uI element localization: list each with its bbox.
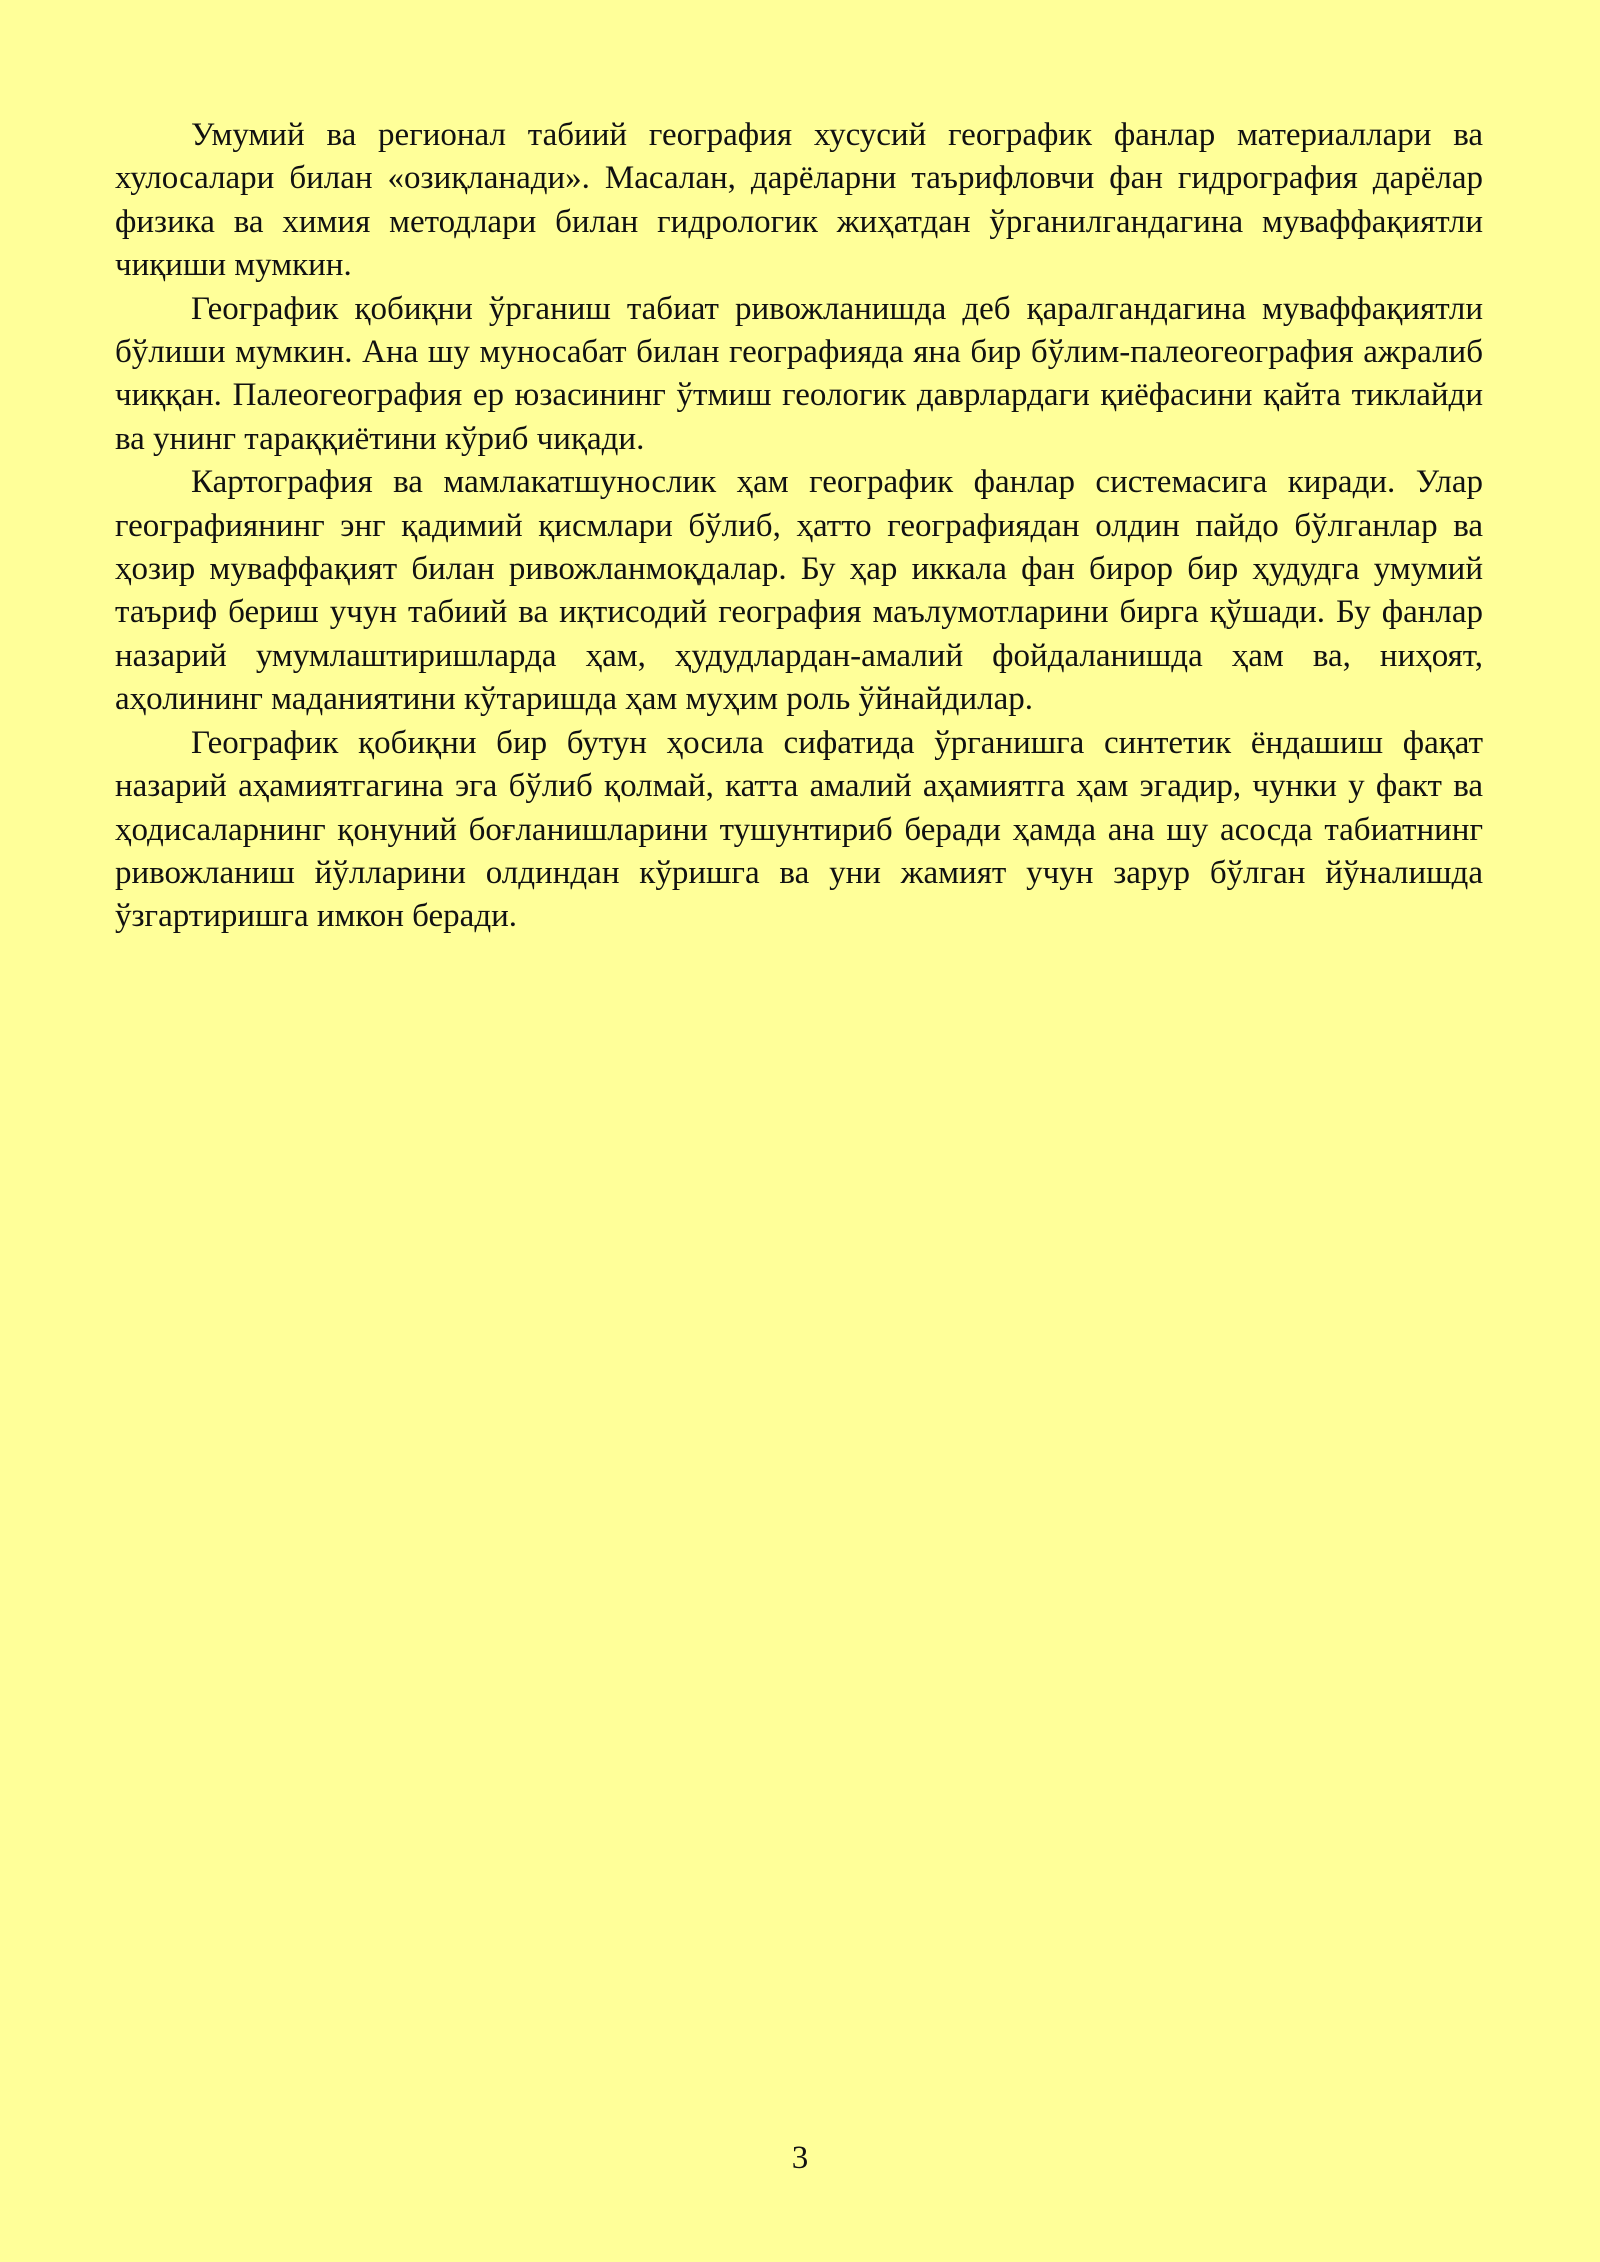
- paragraph-1: Умумий ва регионал табиий география хусусий географик фанлар материаллари ва хулосалари билан «озиқланади». Масалан, дарёларни таърифловчи фан гидрография дарёлар физика ва химия методлари билан гидрологик жиҳатдан ўрганилгандагина муваффақиятли чиқиши мумкин.: [115, 117, 1483, 284]
- paragraph-2: Географик қобиқни ўрганиш табиат ривожланишда деб қаралгандагина муваффақиятли бўлиши мумкин. Ана шу муносабат билан географияда яна бир бўлим-палеогеография ажралиб чиққан. Палеогеография ер юзасининг ўтмиш геологик даврлардаги қиёфасини қайта тиклайди ва унинг тараққиётини кўриб чиқади.: [115, 290, 1483, 457]
- paragraph-4: Географик қобиқни бир бутун ҳосила сифатида ўрганишга синтетик ёндашиш фақат назарий аҳамиятгагина эга бўлиб қолмай, катта амалий аҳамиятга ҳам эгадир, чунки у факт ва ҳодисаларнинг қонуний боғланишларини тушунтириб беради ҳамда ана шу асосда табиатнинг ривожланиш йўлларини олдиндан кўришга ва уни жамият учун зарур бўлган йўналишда ўзгартиришга имкон беради.: [115, 724, 1483, 935]
- page-number: 3: [791, 2140, 809, 2176]
- document-body: [115, 114, 1483, 939]
- paragraph-3: Картография ва мамлакатшунослик ҳам географик фанлар системасига киради. Улар географиянинг энг қадимий қисмлари бўлиб, ҳатто географиядан олдин пайдо бўлганлар ва ҳозир муваффақият билан ривожланмоқдалар. Бу ҳар иккала фан бирор бир ҳудудга умумий таъриф бериш учун табиий ва иқтисодий география маълумотларини бирга қўшади. Бу фанлар назарий умумлаштиришларда ҳам, ҳудудлардан-амалий фойдаланишда ҳам ва, ниҳоят, аҳолининг маданиятини кўтаришда ҳам муҳим роль ўйнайдилар.: [115, 464, 1483, 718]
